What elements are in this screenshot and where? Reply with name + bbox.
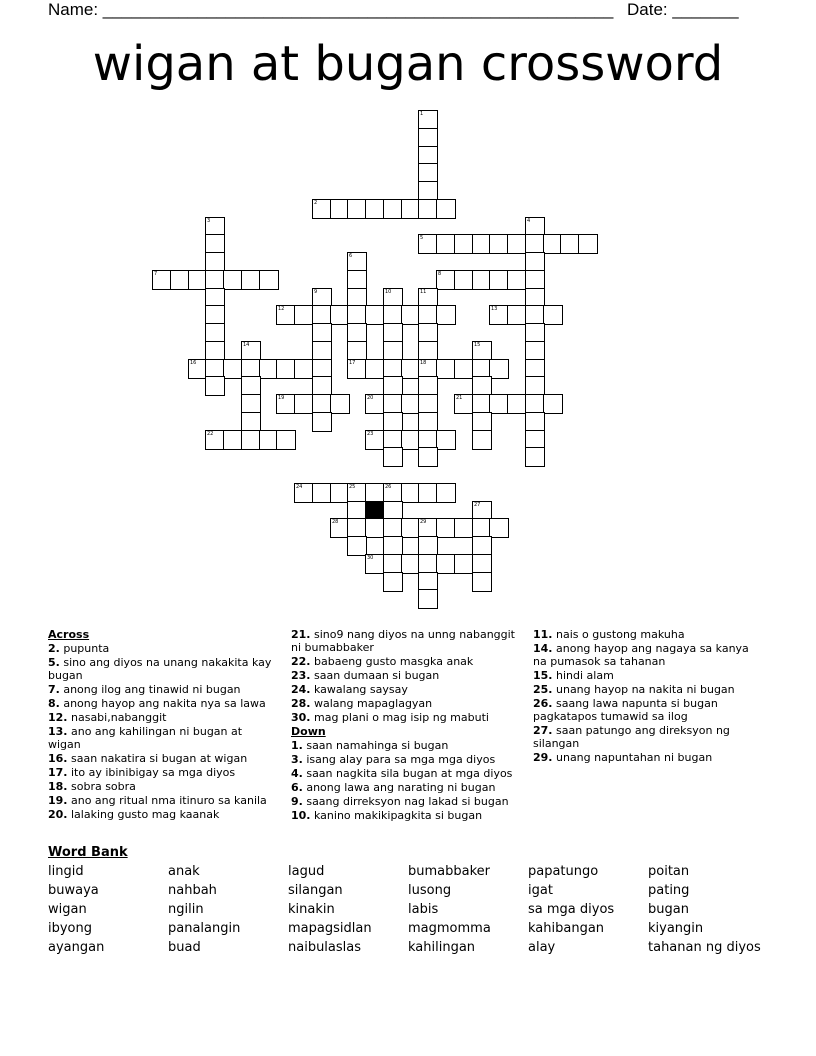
clue-number-label: 5. xyxy=(48,656,60,669)
clue-number-label: 6. xyxy=(291,781,303,794)
clue-item xyxy=(48,711,276,724)
grid-cell[interactable] xyxy=(383,341,403,361)
clue-number-label: 24. xyxy=(291,683,311,696)
grid-cell[interactable] xyxy=(383,199,403,219)
grid-cell[interactable] xyxy=(436,305,456,325)
grid-cell[interactable] xyxy=(418,181,438,201)
word-bank-item: pating xyxy=(648,883,690,898)
word-bank-item: poitan xyxy=(648,864,690,879)
clue-number: 20 xyxy=(367,395,374,401)
clue-number-label: 13. xyxy=(48,725,68,738)
word-bank-item: lagud xyxy=(288,864,325,879)
grid-cell[interactable] xyxy=(312,483,332,503)
word-bank-item: sa mga diyos xyxy=(528,902,615,917)
grid-cell[interactable] xyxy=(489,359,509,379)
clue-text: anong ilog ang tinawid ni bugan xyxy=(59,683,241,696)
grid-cell[interactable] xyxy=(383,554,403,574)
grid-cell[interactable] xyxy=(418,199,438,219)
grid-cell[interactable] xyxy=(276,359,296,379)
grid-cell[interactable] xyxy=(418,163,438,183)
grid-cell[interactable] xyxy=(294,394,314,414)
grid-cell[interactable] xyxy=(365,518,385,538)
grid-cell[interactable] xyxy=(347,483,367,503)
grid-cell[interactable] xyxy=(383,394,403,414)
clue-number: 25 xyxy=(349,484,356,490)
clue-number: 28 xyxy=(332,519,339,525)
clue-number: 14 xyxy=(243,342,250,348)
clue-text: saan dumaan si bugan xyxy=(310,669,440,682)
grid-cell[interactable] xyxy=(525,394,545,414)
grid-cell[interactable] xyxy=(365,305,385,325)
grid-cell[interactable] xyxy=(383,572,403,592)
word-bank-item: buad xyxy=(168,940,201,955)
grid-cell[interactable] xyxy=(294,305,314,325)
clue-text: nasabi,nabanggit xyxy=(67,711,167,724)
grid-cell[interactable] xyxy=(383,305,403,325)
word-bank-item: ayangan xyxy=(48,940,105,955)
clue-text: sino ang diyos na unang nakakita kay bugan xyxy=(48,656,272,682)
grid-cell[interactable] xyxy=(418,128,438,148)
clue-number-label: 15. xyxy=(533,669,553,682)
clue-text: ano ang kahilingan ni bugan at wigan xyxy=(48,725,243,751)
across-heading: Across xyxy=(48,628,90,641)
word-bank-item: bugan xyxy=(648,902,689,917)
clue-item xyxy=(48,752,276,765)
grid-cell[interactable] xyxy=(436,554,456,574)
clue-number: 24 xyxy=(296,484,303,490)
grid-cell[interactable] xyxy=(205,430,225,450)
clue-text: saan nagkita sila bugan at mga diyos xyxy=(302,767,513,780)
grid-cell[interactable] xyxy=(205,234,225,254)
clue-number: 1 xyxy=(420,111,424,117)
grid-cell[interactable] xyxy=(383,376,403,396)
grid-cell[interactable] xyxy=(525,252,545,272)
grid-cell[interactable] xyxy=(383,518,403,538)
grid-cell[interactable] xyxy=(507,234,527,254)
clue-item xyxy=(291,795,523,808)
word-bank-item: naibulaslas xyxy=(288,940,362,955)
date-field-label[interactable]: Date: _______ xyxy=(627,0,739,19)
grid-cell[interactable] xyxy=(472,554,492,574)
clue-item xyxy=(291,711,523,724)
clue-number-label: 17. xyxy=(48,766,68,779)
grid-cell[interactable] xyxy=(489,234,509,254)
clue-text: saan nakatira si bugan at wigan xyxy=(67,752,248,765)
grid-cell[interactable] xyxy=(347,518,367,538)
grid-cell[interactable] xyxy=(454,394,474,414)
clue-number: 8 xyxy=(438,271,442,277)
clue-item xyxy=(291,628,523,654)
grid-cell[interactable] xyxy=(472,430,492,450)
grid-cell[interactable] xyxy=(578,234,598,254)
clue-text: saang lawa napunta si bugan pagkatapos tumawid sa ilog xyxy=(533,697,718,723)
grid-cell[interactable] xyxy=(241,270,261,290)
clue-item xyxy=(533,642,758,668)
grid-cell[interactable] xyxy=(312,323,332,343)
name-field-label[interactable]: Name: ______________________________________________________ xyxy=(48,0,614,19)
grid-cell[interactable] xyxy=(347,323,367,343)
clue-item xyxy=(48,808,276,821)
grid-cell[interactable] xyxy=(241,394,261,414)
word-bank-item: kinakin xyxy=(288,902,335,917)
grid-cell[interactable] xyxy=(205,305,225,325)
grid-cell[interactable] xyxy=(312,412,332,432)
clue-number-label: 20. xyxy=(48,808,68,821)
word-bank-item: lingid xyxy=(48,864,84,879)
clue-number: 5 xyxy=(420,235,424,241)
clue-text: saan namahinga si bugan xyxy=(302,739,449,752)
clue-item xyxy=(291,655,523,668)
clue-number-label: 7. xyxy=(48,683,60,696)
clue-text: saan patungo ang direksyon ng silangan xyxy=(533,724,730,750)
grid-cell[interactable] xyxy=(347,305,367,325)
grid-cell[interactable] xyxy=(365,359,385,379)
grid-cell[interactable] xyxy=(276,305,296,325)
grid-cell[interactable] xyxy=(223,430,243,450)
clue-text: isang alay para sa mga mga diyos xyxy=(302,753,496,766)
clue-number: 9 xyxy=(314,289,318,295)
word-bank-item: labis xyxy=(408,902,439,917)
grid-cell[interactable] xyxy=(525,341,545,361)
clue-number: 15 xyxy=(474,342,481,348)
grid-cell[interactable] xyxy=(472,376,492,396)
clue-number-label: 26. xyxy=(533,697,553,710)
clue-text: ito ay ibinibigay sa mga diyos xyxy=(67,766,236,779)
grid-cell[interactable] xyxy=(347,341,367,361)
grid-cell[interactable] xyxy=(330,394,350,414)
word-bank-item: panalangin xyxy=(168,921,241,936)
grid-cell[interactable] xyxy=(525,323,545,343)
clue-text: unang hayop na nakita ni bugan xyxy=(552,683,735,696)
clue-item xyxy=(533,669,758,682)
word-bank-item: papatungo xyxy=(528,864,599,879)
clue-number: 18 xyxy=(420,360,427,366)
grid-cell[interactable] xyxy=(365,483,385,503)
grid-cell[interactable] xyxy=(152,270,172,290)
grid-cell[interactable] xyxy=(418,341,438,361)
grid-cell[interactable] xyxy=(418,376,438,396)
clue-number: 29 xyxy=(420,519,427,525)
grid-cell[interactable] xyxy=(454,554,474,574)
clue-item xyxy=(291,809,523,822)
grid-cell[interactable] xyxy=(560,234,580,254)
clue-item xyxy=(533,697,758,723)
grid-cell[interactable] xyxy=(436,430,456,450)
clue-text: walang mapaglagyan xyxy=(310,697,433,710)
clue-number-label: 3. xyxy=(291,753,303,766)
clue-number: 13 xyxy=(491,306,498,312)
clue-number: 17 xyxy=(349,360,356,366)
grid-cell[interactable] xyxy=(347,536,367,556)
clue-number-label: 30. xyxy=(291,711,311,724)
grid-cell[interactable] xyxy=(525,270,545,290)
grid-cell[interactable] xyxy=(365,554,385,574)
clue-item xyxy=(533,724,758,750)
clue-item xyxy=(48,766,276,779)
clue-number: 10 xyxy=(385,289,392,295)
grid-cell[interactable] xyxy=(276,394,296,414)
clue-number: 4 xyxy=(527,218,531,224)
clue-item xyxy=(533,751,758,764)
grid-cell[interactable] xyxy=(436,234,456,254)
grid-cell[interactable] xyxy=(383,536,403,556)
grid-cell[interactable] xyxy=(418,323,438,343)
word-bank-item: anak xyxy=(168,864,200,879)
clue-text: unang napuntahan ni bugan xyxy=(552,751,713,764)
clue-text: pupunta xyxy=(59,642,110,655)
grid-cell[interactable] xyxy=(205,376,225,396)
grid-cell[interactable] xyxy=(436,270,456,290)
word-bank-item: mapagsidlan xyxy=(288,921,372,936)
grid-cell[interactable] xyxy=(436,359,456,379)
grid-cell[interactable] xyxy=(276,430,296,450)
clue-number: 22 xyxy=(207,431,214,437)
clue-number: 2 xyxy=(314,200,318,206)
grid-cell[interactable] xyxy=(418,110,438,130)
grid-cell[interactable] xyxy=(383,483,403,503)
grid-cell[interactable] xyxy=(418,518,438,538)
grid-cell[interactable] xyxy=(347,270,367,290)
grid-cell[interactable] xyxy=(418,234,438,254)
grid-cell[interactable] xyxy=(418,483,438,503)
grid-cell[interactable] xyxy=(383,412,403,432)
word-bank-item: kahibangan xyxy=(528,921,605,936)
grid-cell[interactable] xyxy=(241,412,261,432)
clues-column-2 xyxy=(291,628,523,823)
clue-text: kawalang saysay xyxy=(310,683,408,696)
clue-text: ano ang ritual nma itinuro sa kanila xyxy=(67,794,267,807)
clue-number-label: 14. xyxy=(533,642,553,655)
grid-cell[interactable] xyxy=(418,394,438,414)
clue-item xyxy=(291,669,523,682)
clue-number: 19 xyxy=(278,395,285,401)
grid-cell[interactable] xyxy=(418,412,438,432)
clue-number: 30 xyxy=(367,555,374,561)
grid-cell[interactable] xyxy=(418,589,438,609)
grid-cell[interactable] xyxy=(454,518,474,538)
clue-number-label: 8. xyxy=(48,697,60,710)
grid-cell[interactable] xyxy=(205,270,225,290)
clue-number-label: 4. xyxy=(291,767,303,780)
grid-cell[interactable] xyxy=(312,341,332,361)
word-bank-item: lusong xyxy=(408,883,452,898)
clue-number-label: 23. xyxy=(291,669,311,682)
grid-cell[interactable] xyxy=(543,394,563,414)
word-bank-item: alay xyxy=(528,940,556,955)
grid-cell[interactable] xyxy=(365,430,385,450)
grid-cell[interactable] xyxy=(454,359,474,379)
clue-number: 7 xyxy=(154,271,158,277)
word-bank-item: magmomma xyxy=(408,921,491,936)
grid-cell[interactable] xyxy=(365,199,385,219)
clue-item xyxy=(291,781,523,794)
word-bank-item: wigan xyxy=(48,902,87,917)
clue-number-label: 1. xyxy=(291,739,303,752)
grid-cell[interactable] xyxy=(472,572,492,592)
word-bank-item: igat xyxy=(528,883,553,898)
grid-cell[interactable] xyxy=(347,252,367,272)
grid-cell[interactable] xyxy=(507,305,527,325)
grid-cell[interactable] xyxy=(436,518,456,538)
grid-cell[interactable] xyxy=(241,341,261,361)
clue-text: anong hayop ang nagaya sa kanya na pumasok sa tahanan xyxy=(533,642,749,668)
grid-cell[interactable] xyxy=(525,305,545,325)
clue-number-label: 11. xyxy=(533,628,553,641)
grid-cell[interactable] xyxy=(489,518,509,538)
clue-text: lalaking gusto mag kaanak xyxy=(67,808,220,821)
grid-cell[interactable] xyxy=(454,270,474,290)
grid-cell[interactable] xyxy=(205,252,225,272)
clue-number-label: 27. xyxy=(533,724,553,737)
clue-item xyxy=(291,767,523,780)
clue-number-label: 21. xyxy=(291,628,311,641)
clue-text: kanino makikipagkita si bugan xyxy=(310,809,483,822)
clue-number: 3 xyxy=(207,218,211,224)
clues-column-1 xyxy=(48,628,276,822)
grid-cell[interactable] xyxy=(436,199,456,219)
clue-number: 21 xyxy=(456,395,463,401)
grid-cell[interactable] xyxy=(312,305,332,325)
clue-item xyxy=(48,683,276,696)
grid-cell[interactable] xyxy=(472,536,492,556)
word-bank-item: ibyong xyxy=(48,921,93,936)
clue-text: nais o gustong makuha xyxy=(552,628,685,641)
grid-cell[interactable] xyxy=(205,323,225,343)
word-bank-title: Word Bank xyxy=(48,845,128,860)
clue-number: 12 xyxy=(278,306,285,312)
clue-item xyxy=(291,683,523,696)
clue-number-label: 29. xyxy=(533,751,553,764)
grid-cell[interactable] xyxy=(241,430,261,450)
clue-item xyxy=(291,753,523,766)
grid-cell[interactable] xyxy=(454,234,474,254)
grid-cell[interactable] xyxy=(525,376,545,396)
clue-number-label: 25. xyxy=(533,683,553,696)
grid-cell[interactable] xyxy=(418,554,438,574)
clue-number-label: 16. xyxy=(48,752,68,765)
clue-item xyxy=(48,794,276,807)
clue-number: 26 xyxy=(385,484,392,490)
page-title: wigan at bugan crossword xyxy=(92,36,724,92)
grid-cell[interactable] xyxy=(312,394,332,414)
clue-item xyxy=(291,697,523,710)
clue-item xyxy=(48,780,276,793)
grid-cell[interactable] xyxy=(383,447,403,467)
word-bank-item: bumabbaker xyxy=(408,864,490,879)
grid-cell[interactable] xyxy=(383,323,403,343)
clue-number: 6 xyxy=(349,253,353,259)
word-bank-item: kahilingan xyxy=(408,940,476,955)
clue-number-label: 19. xyxy=(48,794,68,807)
grid-cell[interactable] xyxy=(525,447,545,467)
grid-cell[interactable] xyxy=(489,305,509,325)
clues-column-3 xyxy=(533,628,758,765)
clue-item xyxy=(533,628,758,641)
grid-cell[interactable] xyxy=(312,199,332,219)
word-bank-item: silangan xyxy=(288,883,343,898)
clue-number-label: 22. xyxy=(291,655,311,668)
clue-number: 23 xyxy=(367,431,374,437)
grid-cell[interactable] xyxy=(294,483,314,503)
grid-cell[interactable] xyxy=(294,359,314,379)
word-bank-item: ngilin xyxy=(168,902,204,917)
clue-text: anong hayop ang nakita nya sa lawa xyxy=(59,697,266,710)
clue-text: anong lawa ang narating ni bugan xyxy=(302,781,496,794)
grid-cell[interactable] xyxy=(347,359,367,379)
grid-cell[interactable] xyxy=(489,270,509,290)
down-heading: Down xyxy=(291,725,326,738)
word-bank-item: buwaya xyxy=(48,883,99,898)
grid-cell[interactable] xyxy=(223,359,243,379)
clue-item xyxy=(48,656,276,682)
clue-item xyxy=(48,725,276,751)
clue-text: hindi alam xyxy=(552,669,614,682)
grid-cell[interactable] xyxy=(507,394,527,414)
word-bank-item: kiyangin xyxy=(648,921,704,936)
clue-number: 27 xyxy=(474,502,481,508)
grid-cell[interactable] xyxy=(507,270,527,290)
clue-item xyxy=(48,697,276,710)
clue-number-label: 12. xyxy=(48,711,68,724)
clue-number-label: 9. xyxy=(291,795,303,808)
grid-cell[interactable] xyxy=(241,376,261,396)
grid-cell[interactable] xyxy=(472,412,492,432)
grid-cell[interactable] xyxy=(312,376,332,396)
clue-number-label: 28. xyxy=(291,697,311,710)
clue-text: saang dirreksyon nag lakad si bugan xyxy=(302,795,509,808)
grid-cell[interactable] xyxy=(259,270,279,290)
clue-number-label: 10. xyxy=(291,809,311,822)
grid-cell[interactable] xyxy=(543,305,563,325)
grid-cell[interactable] xyxy=(347,199,367,219)
grid-cell[interactable] xyxy=(436,483,456,503)
grid-cell[interactable] xyxy=(170,270,190,290)
grid-cell[interactable] xyxy=(525,234,545,254)
clue-number-label: 2. xyxy=(48,642,60,655)
clue-item xyxy=(291,739,523,752)
clue-number-label: 18. xyxy=(48,780,68,793)
grid-cell[interactable] xyxy=(489,394,509,414)
grid-cell[interactable] xyxy=(525,412,545,432)
clue-number: 11 xyxy=(420,289,427,295)
grid-cell[interactable] xyxy=(472,341,492,361)
clue-text: sobra sobra xyxy=(67,780,136,793)
word-bank-item: nahbah xyxy=(168,883,217,898)
clue-text: mag plani o mag isip ng mabuti xyxy=(310,711,489,724)
clue-text: sino9 nang diyos na unng nabanggit ni bumabbaker xyxy=(291,628,515,654)
grid-cell[interactable] xyxy=(418,536,438,556)
clue-number: 16 xyxy=(190,360,197,366)
grid-cell[interactable] xyxy=(223,270,243,290)
word-bank-item: tahanan ng diyos xyxy=(648,940,761,955)
grid-cell[interactable] xyxy=(418,447,438,467)
grid-cell[interactable] xyxy=(365,394,385,414)
grid-cell[interactable] xyxy=(205,341,225,361)
grid-cell[interactable] xyxy=(418,305,438,325)
clue-item xyxy=(48,642,276,655)
clue-text: babaeng gusto masgka anak xyxy=(310,655,474,668)
clue-item xyxy=(533,683,758,696)
